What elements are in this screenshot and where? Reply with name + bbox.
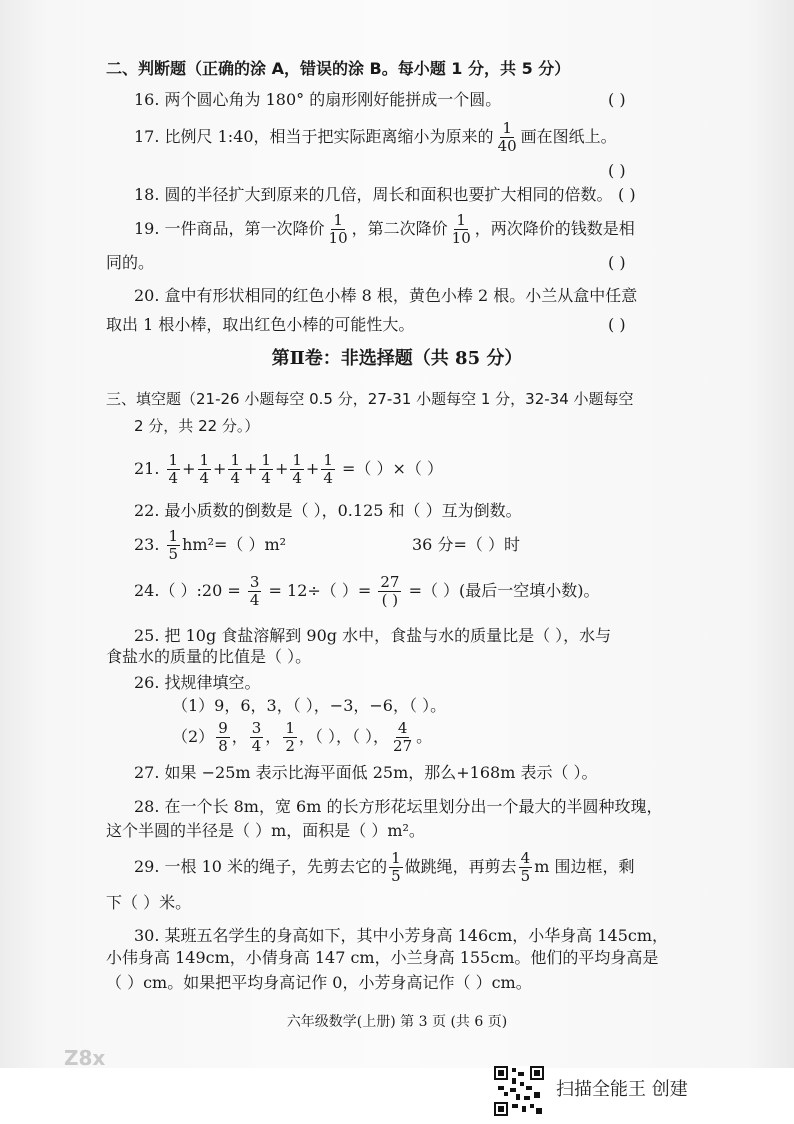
- answer-blank-20[interactable]: ( ): [608, 315, 626, 334]
- q17-text-a: 17. 比例尺 1:40，相当于把实际距离缩小为原来的: [134, 127, 494, 146]
- question-25-line2[interactable]: 食盐水的质量的比值是（ ）。: [106, 647, 312, 666]
- q24-text-b: = 12÷（ ）=: [268, 581, 372, 600]
- q26-2-blanks: ，（ ），（ ），: [298, 727, 390, 746]
- q21-fraction-3: $\frac{1}{4}$: [230, 451, 240, 487]
- question-26-part1[interactable]: （1）9，6，3，（ ），−3，−6，（ ）。: [172, 696, 447, 715]
- q29-text-c: m 围边框，剩: [534, 857, 635, 876]
- q26-2-fraction-3-4: $\frac{3}{4}$: [251, 719, 262, 755]
- question-30-line1: 30. 某班五名学生的身高如下，其中小芳身高 146cm，小华身高 145cm，: [134, 926, 669, 945]
- q19-text-a: 19. 一件商品，第一次降价: [134, 219, 325, 238]
- fraction-1-10-first: $\frac{1}{10}$: [328, 211, 348, 247]
- section2-heading: 二、判断题（正确的涂 A，错误的涂 B。每小题 1 分，共 5 分）: [106, 59, 571, 78]
- q29-fraction-1-5: $\frac{1}{5}$: [391, 849, 401, 885]
- q23-blank-a[interactable]: hm²=（ ）m²: [182, 535, 287, 554]
- question-26: 26. 找规律填空。: [134, 673, 261, 692]
- q24-text-a: 24.（ ）:20 =: [134, 581, 241, 600]
- q26-2-end: 。: [416, 727, 433, 746]
- q21-label: 21.: [134, 459, 160, 478]
- answer-blank-17[interactable]: ( ): [608, 161, 626, 180]
- page-footer: 六年级数学(上册) 第 3 页 (共 6 页): [286, 1014, 508, 1030]
- q17-text-b: 画在图纸上。: [520, 127, 617, 146]
- question-16: 16. 两个圆心角为 180° 的扇形刚好能拼成一个圆。: [134, 90, 502, 109]
- question-24[interactable]: [134, 574, 600, 609]
- q21-plus-3: +: [244, 459, 258, 478]
- q29-text-b: 做跳绳，再剪去: [404, 857, 517, 876]
- q21-answer-blanks[interactable]: =（ ）×（ ）: [341, 459, 443, 478]
- q24-text-c: =（ ）(最后一空填小数)。: [408, 581, 600, 600]
- q26-2-fraction-1-2: $\frac{1}{2}$: [285, 719, 295, 755]
- q23-fraction-1-5: $\frac{1}{5}$: [168, 527, 179, 563]
- fraction-1-40: $\frac{1}{40}$: [497, 119, 517, 155]
- q23-blank-b[interactable]: 36 分=（ ）时: [412, 535, 520, 554]
- q21-fraction-6: $\frac{1}{4}$: [323, 451, 333, 487]
- q21-fraction-4: $\frac{1}{4}$: [261, 451, 271, 487]
- question-22[interactable]: 22. 最小质数的倒数是（ ），0.125 和（ ）互为倒数。: [134, 501, 522, 520]
- q29-text-a: 29. 一根 10 米的绳子，先剪去它的: [134, 857, 388, 876]
- q21-plus-5: +: [305, 459, 320, 478]
- q19-text-c: ，两次降价的钱数是相: [474, 219, 635, 238]
- question-26-part2[interactable]: （2） $\frac{9}{8}$ ， $\frac{3}{4}$ ， $\frac{1}{2}$ ，（ ），（ ）， $\frac{4}{27}$ 。: [172, 719, 433, 755]
- section3-heading-line2: 2 分，共 22 分。）: [134, 417, 260, 435]
- q21-plus-2: +: [213, 459, 227, 478]
- q26-2-fraction-9-8: $\frac{9}{8}$: [218, 719, 228, 755]
- question-19-continued: 同的。: [106, 253, 155, 272]
- fraction-1-10-second: $\frac{1}{10}$: [451, 211, 471, 247]
- question-23: [134, 528, 286, 563]
- part2-title: 第Ⅱ卷：非选择题（共 85 分）: [271, 348, 523, 369]
- question-30-line2: 小伟身高 149cm，小倩身高 147 cm，小兰身高 155cm。他们的平均身高是: [106, 948, 659, 967]
- q19-text-b: ，第二次降价: [351, 219, 448, 238]
- section3-heading-line1: 三、填空题（21-26 小题每空 0.5 分，27-31 小题每空 1 分，32-34 小题每空: [106, 390, 634, 408]
- question-28-line1: 28. 在一个长 8m，宽 6m 的长方形花坛里划分出一个最大的半圆种玫瑰，: [134, 797, 663, 816]
- q29-fraction-4-5: $\frac{4}{5}$: [520, 849, 531, 885]
- q21-fraction-5: $\frac{1}{4}$: [292, 451, 302, 487]
- question-30-line3[interactable]: （ ）cm。如果把平均身高记作 0，小芳身高记作（ ）cm。: [106, 973, 532, 992]
- question-28-line2[interactable]: 这个半圆的半径是（ ）m，面积是（ ）m²。: [106, 821, 425, 840]
- scanner-app-label: 扫描全能王 创建: [556, 1079, 688, 1100]
- q21-plus-4: +: [274, 459, 289, 478]
- question-20-line1: 20. 盒中有形状相同的红色小棒 8 根，黄色小棒 2 根。小兰从盒中任意: [134, 286, 638, 305]
- answer-blank-18[interactable]: ( ): [618, 185, 636, 204]
- q26-2-fraction-4-27: $\frac{4}{27}$: [393, 719, 413, 755]
- q24-fraction-27[interactable]: $\frac{27}{( )}$: [380, 573, 400, 609]
- q21-fraction-1: $\frac{1}{4}$: [168, 451, 179, 487]
- qr-code-icon: [494, 1066, 544, 1116]
- question-19: [134, 212, 635, 247]
- answer-blank-16[interactable]: ( ): [608, 90, 626, 109]
- question-17: [134, 120, 617, 155]
- q21-fraction-2: $\frac{1}{4}$: [199, 451, 210, 487]
- question-27[interactable]: 27. 如果 −25m 表示比海平面低 25m，那么+168m 表示（ ）。: [134, 763, 598, 782]
- watermark-text: Z8x: [64, 1046, 106, 1070]
- question-29-line2[interactable]: 下（ ）米。: [106, 893, 192, 912]
- question-21: [134, 452, 443, 487]
- q24-fraction-3-4: $\frac{3}{4}$: [249, 573, 260, 609]
- question-29-line1: [134, 850, 634, 885]
- question-18: 18. 圆的半径扩大到原来的几倍，周长和面积也要扩大相同的倍数。: [134, 185, 613, 204]
- q23-label: 23.: [134, 535, 160, 554]
- q26-2-label: （2）: [172, 727, 215, 746]
- answer-blank-19[interactable]: ( ): [608, 253, 626, 272]
- question-20-line2: 取出 1 根小棒，取出红色小棒的可能性大。: [106, 315, 415, 334]
- question-25-line1[interactable]: 25. 把 10g 食盐溶解到 90g 水中，食盐与水的质量比是（ ），水与: [134, 626, 612, 645]
- q21-plus-1: +: [182, 459, 196, 478]
